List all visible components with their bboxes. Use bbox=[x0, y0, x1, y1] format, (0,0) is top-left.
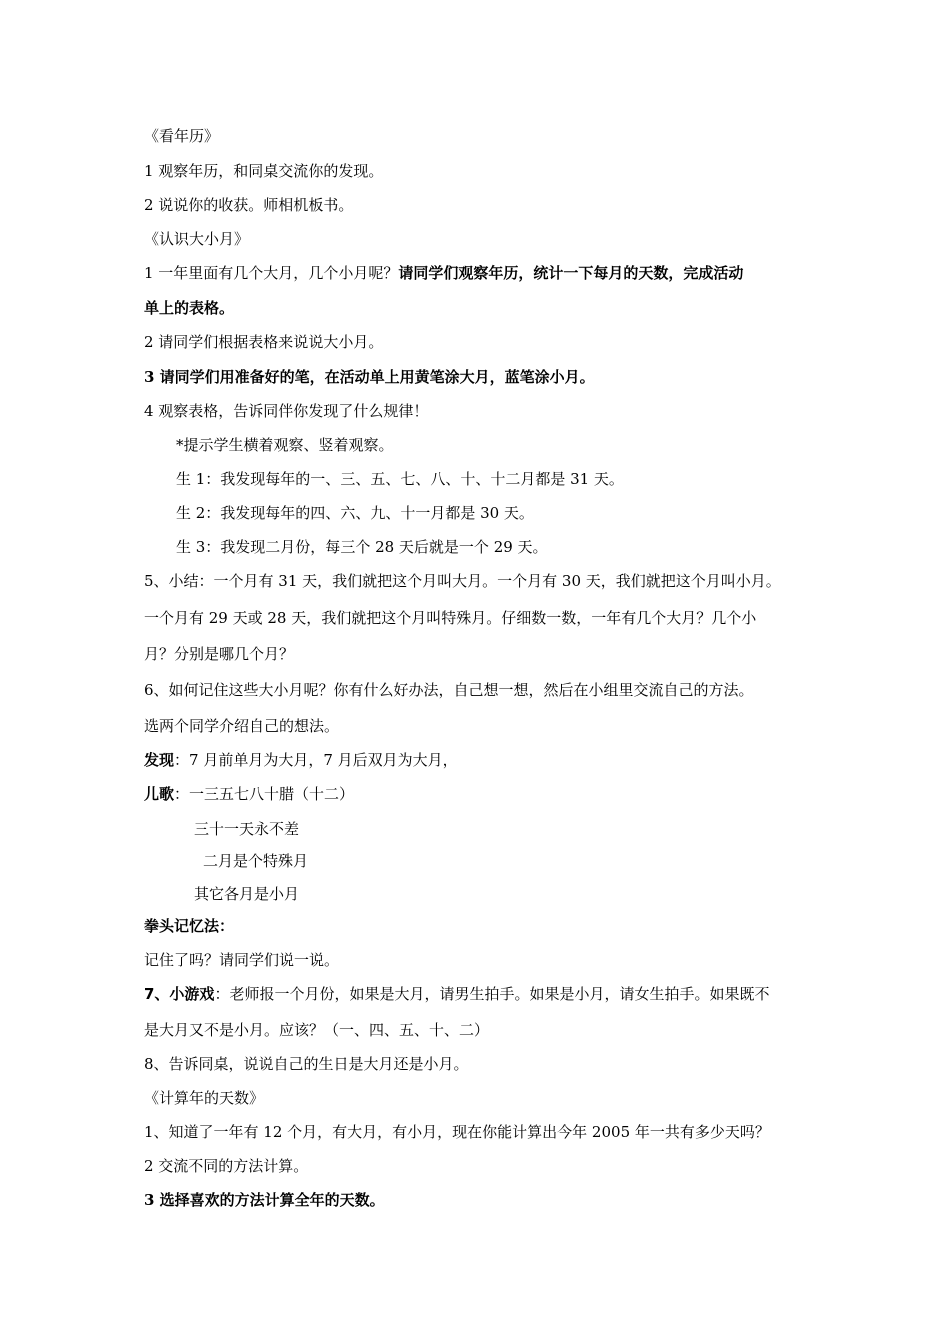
rhyme-line bbox=[144, 784, 354, 804]
game-line bbox=[144, 984, 769, 1004]
paragraph: 1 观察年历，和同桌交流你的发现。 bbox=[144, 162, 384, 180]
paragraph: 2 交流不同的方法计算。 bbox=[144, 1157, 309, 1175]
label: 7、小游戏 bbox=[144, 985, 215, 1003]
hint: *提示学生横着观察、竖着观察。 bbox=[176, 436, 394, 454]
label: 儿歌 bbox=[144, 785, 175, 803]
rhyme-line: 二月是个特殊月 bbox=[203, 852, 309, 870]
label: 发现 bbox=[144, 751, 175, 769]
bold-paragraph: 3 选择喜欢的方法计算全年的天数。 bbox=[144, 1191, 385, 1209]
text: ：7 月前单月为大月，7 月后双月为大月， bbox=[174, 751, 458, 769]
section-title-year-days: 《计算年的天数》 bbox=[144, 1089, 265, 1107]
bold-heading: 拳头记忆法： bbox=[144, 917, 235, 935]
bold-text: 请同学们观察年历，统计一下每月的天数，完成活动 bbox=[398, 264, 744, 282]
paragraph: 记住了吗？请同学们说一说。 bbox=[144, 951, 340, 969]
student-answer: 生 1：我发现每年的一、三、五、七、八、十、十二月都是 31 天。 bbox=[176, 470, 624, 488]
paragraph: 月？分别是哪几个月？ bbox=[144, 645, 295, 663]
bold-text: 单上的表格。 bbox=[144, 299, 235, 317]
paragraph: 2 请同学们根据表格来说说大小月。 bbox=[144, 333, 384, 351]
paragraph: 一个月有 29 天或 28 天，我们就把这个月叫特殊月。仔细数一数，一年有几个大月？几个小 bbox=[144, 609, 757, 627]
student-answer: 生 3：我发现二月份，每三个 28 天后就是一个 29 天。 bbox=[176, 538, 548, 556]
text: ：老师报一个月份，如果是大月，请男生拍手。如果是小月，请女生拍手。如果既不 bbox=[214, 985, 770, 1003]
section-title-months: 《认识大小月》 bbox=[144, 230, 250, 248]
paragraph: 选两个同学介绍自己的想法。 bbox=[144, 717, 340, 735]
paragraph: 5、小结：一个月有 31 天，我们就把这个月叫大月。一个月有 30 天，我们就把这个月叫小月。 bbox=[144, 572, 781, 590]
discovery-line bbox=[144, 750, 458, 770]
text: 1 一年里面有几个大月，几个小月呢？ bbox=[144, 264, 399, 282]
paragraph: 是大月又不是小月。应该？（一、四、五、十、二） bbox=[144, 1021, 490, 1039]
paragraph: 4 观察表格，告诉同伴你发现了什么规律！ bbox=[144, 402, 429, 420]
rhyme-line: 其它各月是小月 bbox=[194, 885, 300, 903]
paragraph: 8、告诉同桌，说说自己的生日是大月还是小月。 bbox=[144, 1055, 469, 1073]
bold-paragraph: 3 请同学们用准备好的笔，在活动单上用黄笔涂大月，蓝笔涂小月。 bbox=[144, 368, 595, 386]
section-title-calendar: 《看年历》 bbox=[144, 127, 220, 145]
student-answer: 生 2：我发现每年的四、六、九、十一月都是 30 天。 bbox=[176, 504, 534, 522]
paragraph: 2 说说你的收获。师相机板书。 bbox=[144, 196, 354, 214]
text: ：一三五七八十腊（十二） bbox=[174, 785, 355, 803]
paragraph: 6、如何记住这些大小月呢？你有什么好办法，自己想一想，然后在小组里交流自己的方法。 bbox=[144, 681, 754, 699]
paragraph bbox=[144, 263, 743, 283]
paragraph: 1、知道了一年有 12 个月，有大月，有小月，现在你能计算出今年 2005 年一共有多少天吗？ bbox=[144, 1123, 770, 1141]
rhyme-line: 三十一天永不差 bbox=[194, 820, 300, 838]
